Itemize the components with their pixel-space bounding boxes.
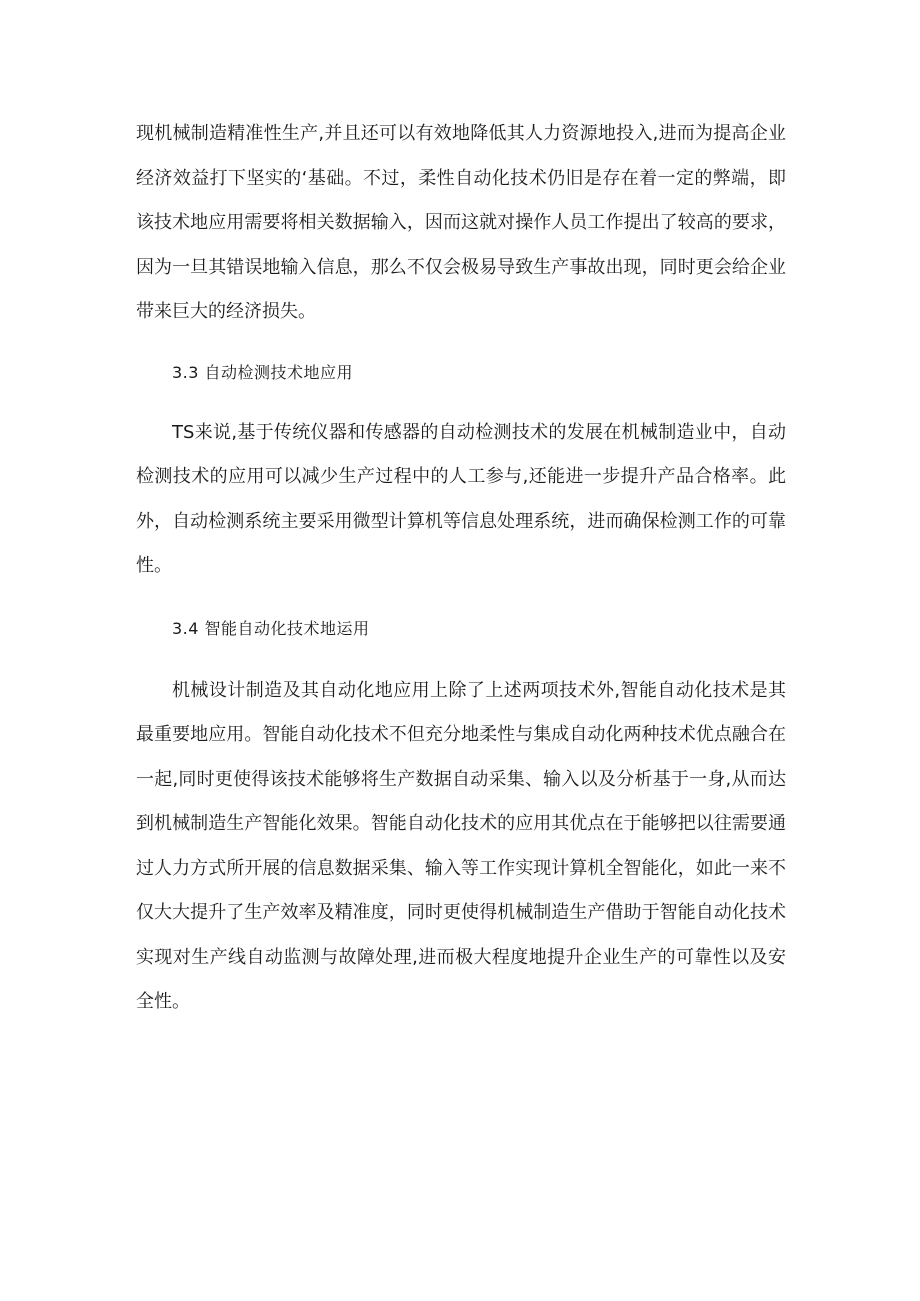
spacer [136,335,786,351]
paragraph-intelligent-automation: 机械设计制造及其自动化地应用上除了上述两项技术外,智能自动化技术是其最重要地应用。智能自动化技术不但充分地柔性与集成自动化两种技术优点融合在一起,同时更使得该技术能够将生产数据自动采集、输入以及分析基于一身,从而达到机械制造生产智能化效果。智能自动化技术的应用其优点在于能够把以往需要通过人力方式所开展的信息数据采集、输入等工作实现计算机全智能化，如此一来不仅大大提升了生产效率及精准度，同时更使得机械制造生产借助于智能自动化技术实现对生产线自动监测与故障处理,进而极大程度地提升企业生产的可靠性以及安全性。 [136,679,786,1012]
paragraph-flexible-automation: 现机械制造精准性生产,并且还可以有效地降低其人力资源地投入,进而为提高企业经济效益打下坚实的‘基础。不过，柔性自动化技术仍旧是存在着一定的弊端，即该技术地应用需要将相关数据输入，因而这就对操作人员工作提出了较高的要求，因为一旦其错误地输入信息，那么不仅会极易导致生产事故出现，同时更会给企业带来巨大的经济损失。 [136,123,786,322]
spacer [136,395,786,411]
section-heading-3-4: 3.4 智能自动化技术地运用 [172,618,370,638]
spacer [136,589,786,607]
document-body [136,112,786,1025]
paragraph-auto-detection: TS来说,基于传统仪器和传感器的自动检测技术的发展在机械制造业中，自动检测技术的应用可以减少生产过程中的人工参与,还能进一步提升产品合格率。此外，自动检测系统主要采用微型计算机等信息处理系统，进而确保检测工作的可靠性。 [136,421,786,576]
section-heading-3-3: 3.3 自动检测技术地应用 [172,362,354,382]
spacer [136,651,786,669]
